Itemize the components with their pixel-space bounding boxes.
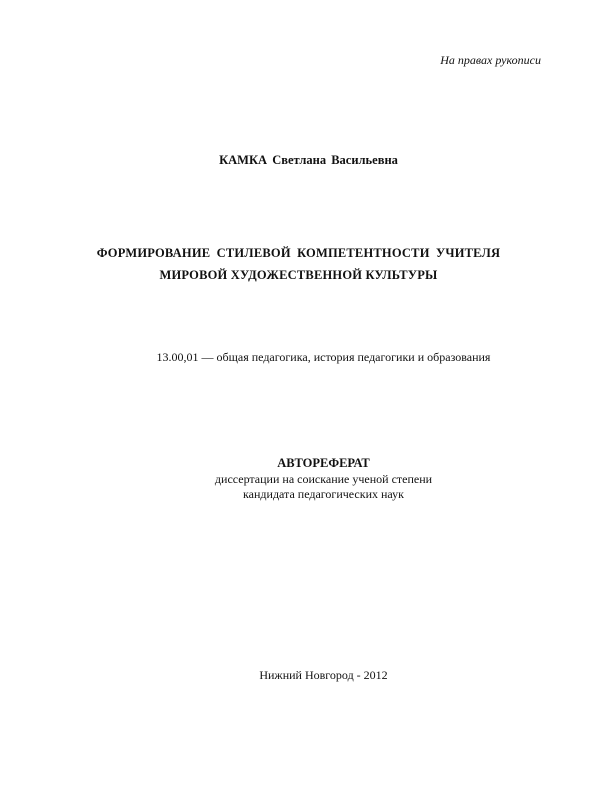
author-name: КАМКА Светлана Васильевна bbox=[219, 153, 398, 167]
specialty-code: 13.00,01 — общая педагогика, история педагогики и образования bbox=[156, 350, 491, 364]
document-title-line-1: ФОРМИРОВАНИЕ СТИЛЕВОЙ КОМПЕТЕНТНОСТИ УЧИТЕЛЯ bbox=[96, 246, 501, 260]
abstract-description-line-1: диссертации на соискание ученой степени bbox=[214, 472, 433, 486]
abstract-description-line-2: кандидата педагогических наук bbox=[243, 487, 404, 501]
place-and-year: Нижний Новгород - 2012 bbox=[259, 668, 388, 682]
abstract-heading: АВТОРЕФЕРАТ bbox=[277, 456, 370, 470]
manuscript-note: На правах рукописи bbox=[440, 53, 541, 67]
document-title-line-2: МИРОВОЙ ХУДОЖЕСТВЕННОЙ КУЛЬТУРЫ bbox=[159, 268, 438, 282]
